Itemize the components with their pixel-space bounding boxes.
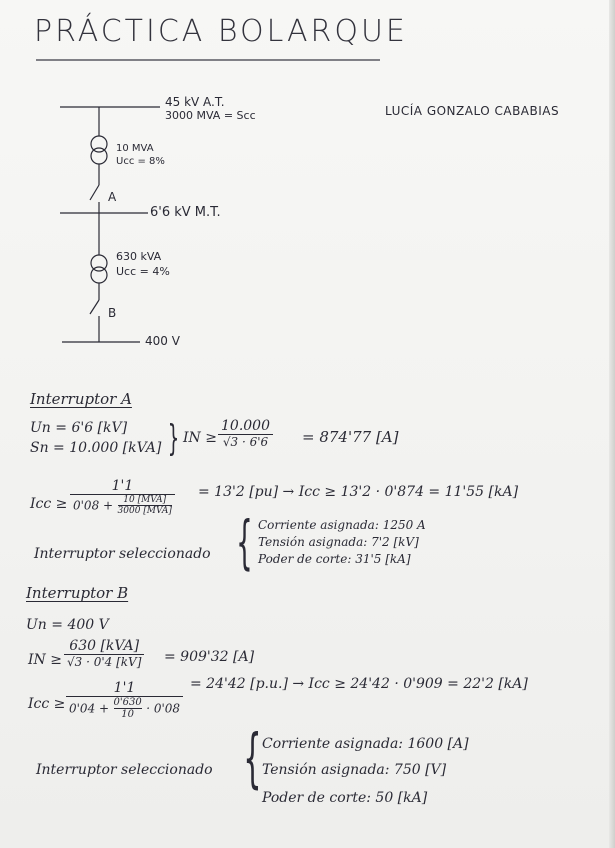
transformer-1-ucc: Ucc = 8% bbox=[116, 156, 165, 167]
section-a-heading: Interruptor A bbox=[30, 390, 132, 408]
breaker-b-label: B bbox=[108, 306, 117, 320]
transformer-1-power: 10 MVA bbox=[116, 143, 154, 154]
section-a-icc-fraction bbox=[70, 478, 175, 516]
icc-denominator bbox=[70, 495, 175, 516]
icc-den-b-num: 10 [MVA] bbox=[118, 495, 172, 506]
page-title: PRÁCTICA BOLARQUE bbox=[34, 14, 408, 49]
section-a-icc-lhs: Icc ≥ bbox=[30, 496, 68, 512]
brace-icon: { bbox=[243, 722, 262, 796]
section-a-sn: Sn = 10.000 [kVA] bbox=[30, 440, 162, 456]
section-b-selected-breaking: Poder de corte: 50 [kA] bbox=[262, 790, 428, 806]
section-b-icc-lhs: Icc ≥ bbox=[28, 696, 66, 712]
breaker-a-label: A bbox=[108, 190, 117, 204]
section-b-selected-current: Corriente asignada: 1600 [A] bbox=[262, 736, 469, 752]
icc-denominator-b bbox=[118, 495, 172, 516]
bus-top-voltage: 45 kV A.T. bbox=[165, 95, 225, 109]
in-denominator: √3 · 6'6 bbox=[222, 435, 269, 449]
section-a-in-lhs: IN ≥ bbox=[183, 430, 217, 446]
section-a-in-fraction bbox=[218, 418, 273, 449]
author-name: LUCÍA GONZALO CABABIAS bbox=[385, 104, 560, 118]
icc-den-b-den: 10 bbox=[121, 709, 134, 720]
icc-numerator: 1'1 bbox=[70, 478, 175, 495]
bus-low-voltage: 400 V bbox=[145, 334, 180, 348]
section-a-in-result: = 874'77 [A] bbox=[302, 428, 399, 446]
section-b-icc-result: = 24'42 [p.u.] → Icc ≥ 24'42 · 0'909 = 22'2 [kA] bbox=[190, 676, 528, 692]
section-a-icc-result: = 13'2 [pu] → Icc ≥ 13'2 · 0'874 = 11'55 [kA] bbox=[198, 484, 519, 500]
section-a-selected-current: Corriente asignada: 1250 A bbox=[258, 518, 426, 532]
section-b-icc-fraction bbox=[66, 680, 183, 720]
bus-mid-voltage: 6'6 kV M.T. bbox=[150, 205, 221, 220]
icc-numerator: 1'1 bbox=[66, 680, 183, 697]
brace-icon: { bbox=[236, 508, 253, 576]
section-b-selected-voltage: Tensión asignada: 750 [V] bbox=[262, 762, 447, 778]
section-b-in-fraction bbox=[64, 638, 144, 669]
section-b-in-result: = 909'32 [A] bbox=[164, 649, 255, 665]
section-a-selected-label: Interruptor seleccionado bbox=[34, 546, 211, 562]
in-numerator: 630 [kVA] bbox=[64, 638, 144, 655]
transformer-2-ucc: Ucc = 4% bbox=[116, 265, 170, 278]
brace-icon: } bbox=[167, 418, 180, 459]
icc-den-b-den: 3000 [MVA] bbox=[117, 506, 172, 516]
transformer-2-power: 630 kVA bbox=[116, 250, 162, 263]
in-numerator: 10.000 bbox=[218, 418, 273, 435]
icc-denominator-a: 0'08 + bbox=[73, 498, 114, 513]
bus-top-scc: 3000 MVA = Scc bbox=[165, 109, 256, 122]
section-b-selected-label: Interruptor seleccionado bbox=[36, 762, 213, 778]
icc-denominator bbox=[66, 697, 183, 720]
in-denominator: √3 · 0'4 [kV] bbox=[67, 655, 142, 669]
section-b-heading: Interruptor B bbox=[26, 584, 129, 602]
icc-denominator-c: · 0'08 bbox=[146, 701, 181, 716]
section-b-in-lhs: IN ≥ bbox=[28, 652, 62, 668]
icc-den-b-num: 0'630 bbox=[113, 697, 142, 708]
section-a-selected-breaking: Poder de corte: 31'5 [kA] bbox=[258, 552, 411, 566]
icc-denominator-a: 0'04 + bbox=[69, 701, 110, 716]
section-a-selected-voltage: Tensión asignada: 7'2 [kV] bbox=[258, 535, 419, 549]
section-a-un: Un = 6'6 [kV] bbox=[30, 420, 128, 436]
section-b-un: Un = 400 V bbox=[26, 617, 109, 633]
icc-denominator-b bbox=[114, 697, 142, 720]
